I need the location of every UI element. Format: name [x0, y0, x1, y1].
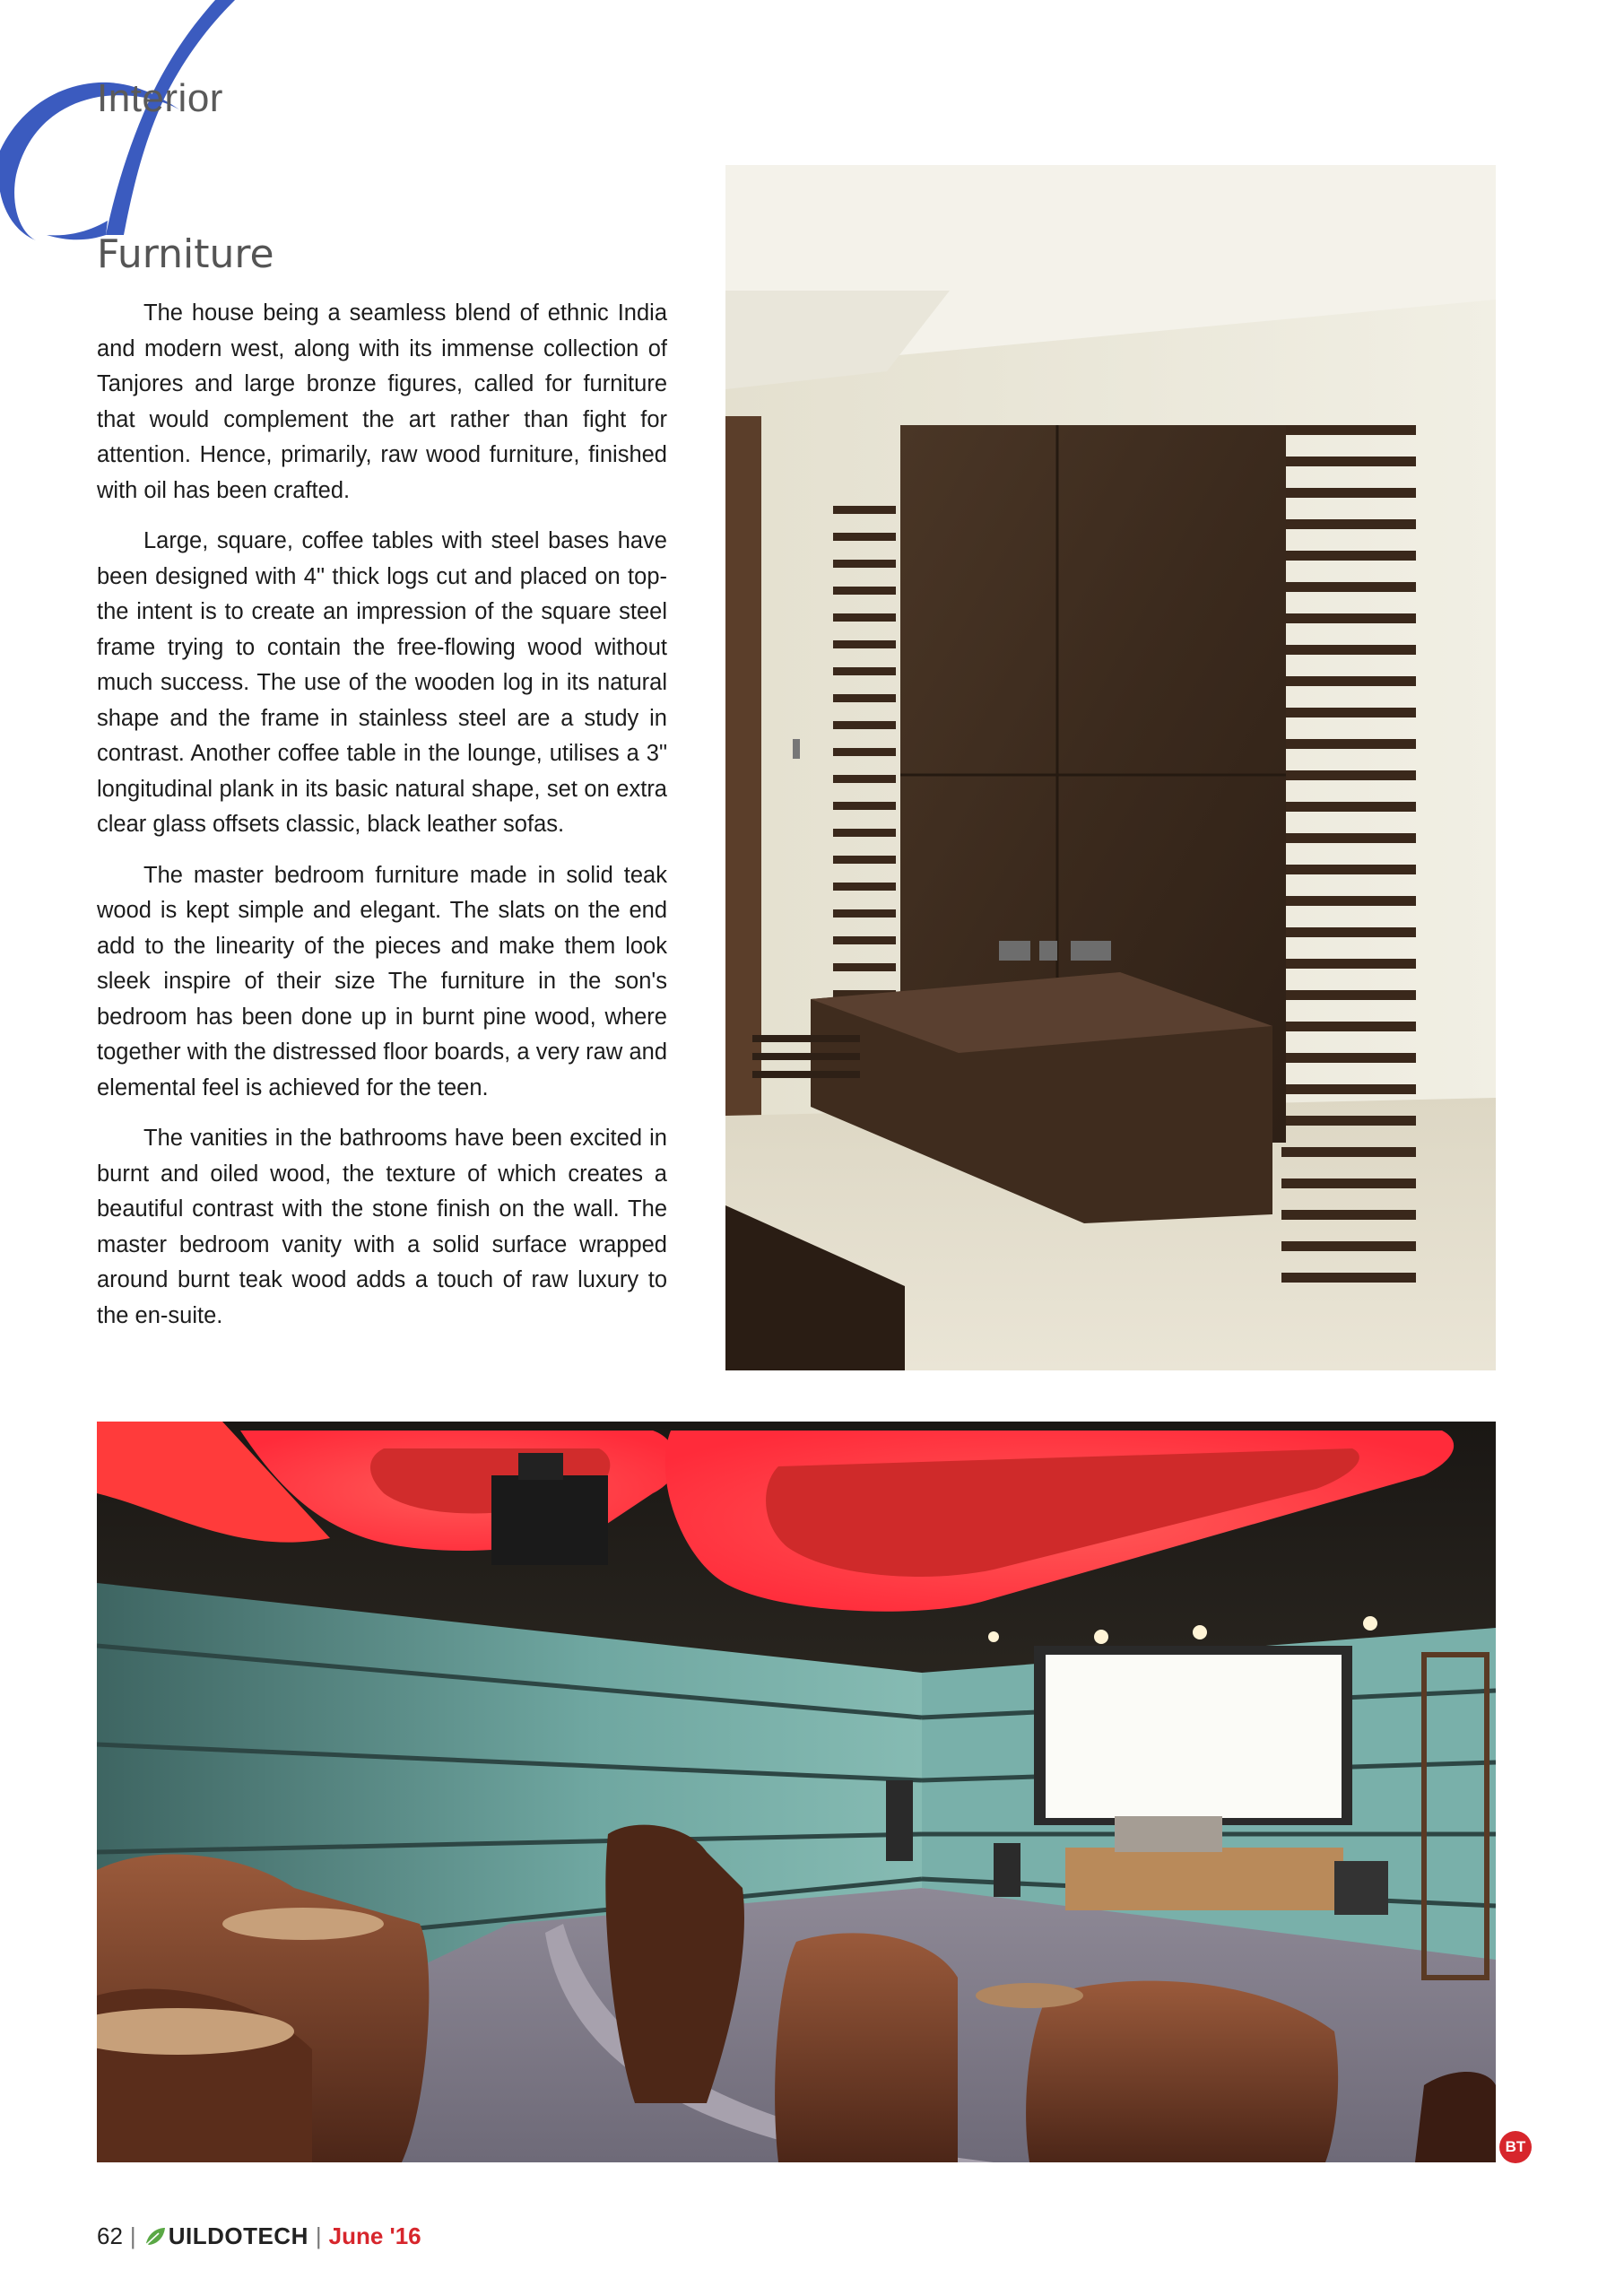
paragraph: The vanities in the bathrooms have been excited in burnt and oiled wood, the texture of which creates a beautiful contrast with the stone finish on the wall. The master bedroom vanity with a solid surface wrapped around burnt teak wood adds a touch of raw luxury to the en-suite. [97, 1126, 667, 1328]
article-heading: Furniture [97, 231, 274, 277]
photo-wooden-tv-unit [725, 165, 1496, 1370]
end-mark-icon: BT [1499, 2131, 1532, 2163]
magazine-brand [143, 2222, 308, 2250]
page-number: 62 [97, 2222, 123, 2249]
paragraph: The master bedroom furniture made in solid teak wood is kept simple and elegant. The slats on the end add to the linearity of the pieces and make them look sleek inspire of their size The furniture in the son's bedroom has been done up in burnt pine wood, where together with the distressed floor boards, a very raw and elemental feel is achieved for the teen. [97, 862, 667, 1100]
section-logo-i-icon [0, 0, 251, 242]
photo-home-theater [97, 1422, 1496, 2162]
footer-separator: | [129, 2222, 136, 2249]
footer-separator: | [315, 2222, 322, 2249]
article-body [97, 296, 667, 1349]
paragraph: Large, square, coffee tables with steel bases have been designed with 4" thick logs cut and placed on top- the intent is to create an impression of the square steel frame trying to contain the free-flowing wood without much success. The use of the wooden log in its natural shape and the frame in stainless steel are a study in contrast. Another coffee table in the lounge, utilises a 3" longitudinal plank in its basic natural shape, set on extra clear glass offsets classic, black leather sofas. [97, 528, 667, 837]
magazine-brand-name: UILDOTECH [168, 2222, 308, 2249]
brand-leaf-icon [143, 2225, 167, 2248]
section-label: Interior [97, 76, 223, 120]
paragraph: The house being a seamless blend of ethnic India and modern west, along with its immense collection of Tanjores and large bronze figures, called for furniture that would complement the art rather than fight for attention. Hence, primarily, raw wood furniture, finished with oil has been crafted. [97, 300, 667, 503]
page-footer [97, 2222, 421, 2250]
issue-date: June '16 [328, 2222, 421, 2249]
